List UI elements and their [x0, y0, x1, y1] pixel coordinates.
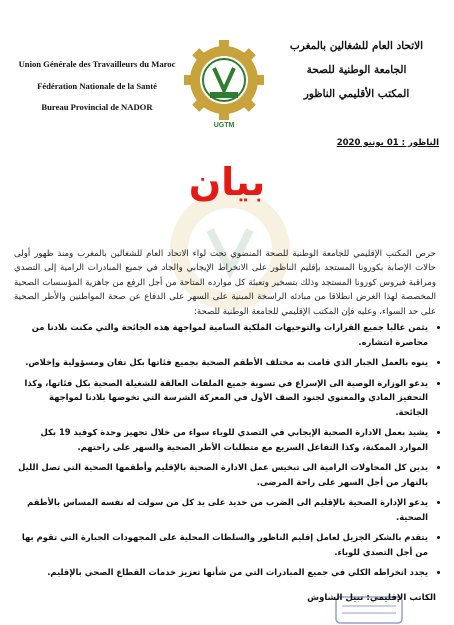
- list-item: • يتقدم بالشكر الجزيل لعامل إقليم الناظور والسلطات المحلية على المجهودات الجبارة التي تقوم بها من أجل التصدي للوباء.: [14, 530, 428, 559]
- header-fr-line-1: Union Générale des Travailleurs du Maroc: [18, 59, 176, 69]
- signature-line: الكاتب الإقليمي: نبيل الشاوش: [307, 593, 436, 603]
- header-ar-line-3: المكتب الأقليمي الناظور: [303, 88, 410, 100]
- list-item: • يدين كل المحاولات الرامية الى تبخيس عمل الادارة الصحية بالإقليم وأطقمها الصحية التي تصل الليل بالنهار من أجل السهر على راحة المرضى.: [14, 460, 428, 489]
- intro-paragraph: حرص المكتب الإقليمي للجامعة الوطنية للصحة المنضوي تحت لواء الاتحاد العام للشغالين بالمغرب ومنذ ظهور أولى حالات الإصابة بكورونا المستجد بإقليم الناظور على الانخراط الإيجابي والجاد في جميع المبادرات الرامية إلى التصدي ومراقبة فيروس كورونا المستجد وذلك بتسخير وتعبئة كل موارده المتاحة من أجل الرفع من جاهزية المؤسسات الصحية المخصصة لهذا الغرض انطلاقا من مبادئه الراسخة المبنية على السهر على الدفاع عن صحة المواطنين والأطر الصحية على حد السواء، وعليه فإن المكتب الإقليمي للجامعة الوطنية للصحة:: [14, 248, 436, 317]
- list-item: • يجدد انخراطه الكلي في جميع المبادرات التي من شأنها تعزيز خدمات القطاع الصحي بالإقليم.: [14, 565, 428, 580]
- header-arabic: [269, 40, 444, 112]
- header-ar-line-1: الاتحاد العام للشغالين بالمغرب: [289, 40, 424, 52]
- ugtm-logo: [184, 40, 264, 130]
- header-ar-line-2: الجامعة الوطنية للصحة: [306, 64, 407, 76]
- logo-text: UGTM: [213, 122, 235, 129]
- statement-title: بيان: [188, 160, 266, 204]
- list-item: • يثمن عاليا جميع القرارات والتوجيهات الملكية السامية لمواجهة هذه الجائحة والتي مكنت بلادنا من محاصرة انتشاره.: [14, 320, 428, 349]
- list-item: • يدعو الإدارة الصحية بالإقليم الى الضرب من حديد على يد كل من سولت له نفسه المساس بالأطقم الصحية.: [14, 495, 428, 524]
- header-fr-line-2: Fédération Nationale de la Santé: [37, 80, 157, 91]
- list-item: • يدعو الوزارة الوصية الى الإسراع في تسوية جميع الملفات العالقة للشغيلة الصحية بكل فئاتها، وكذا التحفيز المادي والمعنوي لجنود الصف الأول في المعركة الشرسة التي تخوضها بلادنا لمواجهة الجائحة.: [14, 376, 428, 420]
- header-fr-line-3: Bureau Provincial de NADOR: [41, 102, 153, 113]
- date-line: الناظور : 01 يونيو 2020: [336, 138, 439, 148]
- statement-points: [14, 320, 442, 586]
- list-item: • يشيد بعمل الادارة الصحية الإيجابي في التصدي للوباء سواء من خلال تجهيز وحدة كوفيد 19 بكل الموارد الممكنة، وكذا التفاعل السريع مع متطلبات الأطر الصحية والسهر على راحتهم.: [14, 425, 428, 454]
- list-item: • ينوه بالعمل الجبار الذي قامت به مختلف الأطقم الصحية بجميع فئاتها بكل تفان ومسؤولية وإخلاص.: [14, 355, 428, 370]
- header-french: [12, 60, 182, 125]
